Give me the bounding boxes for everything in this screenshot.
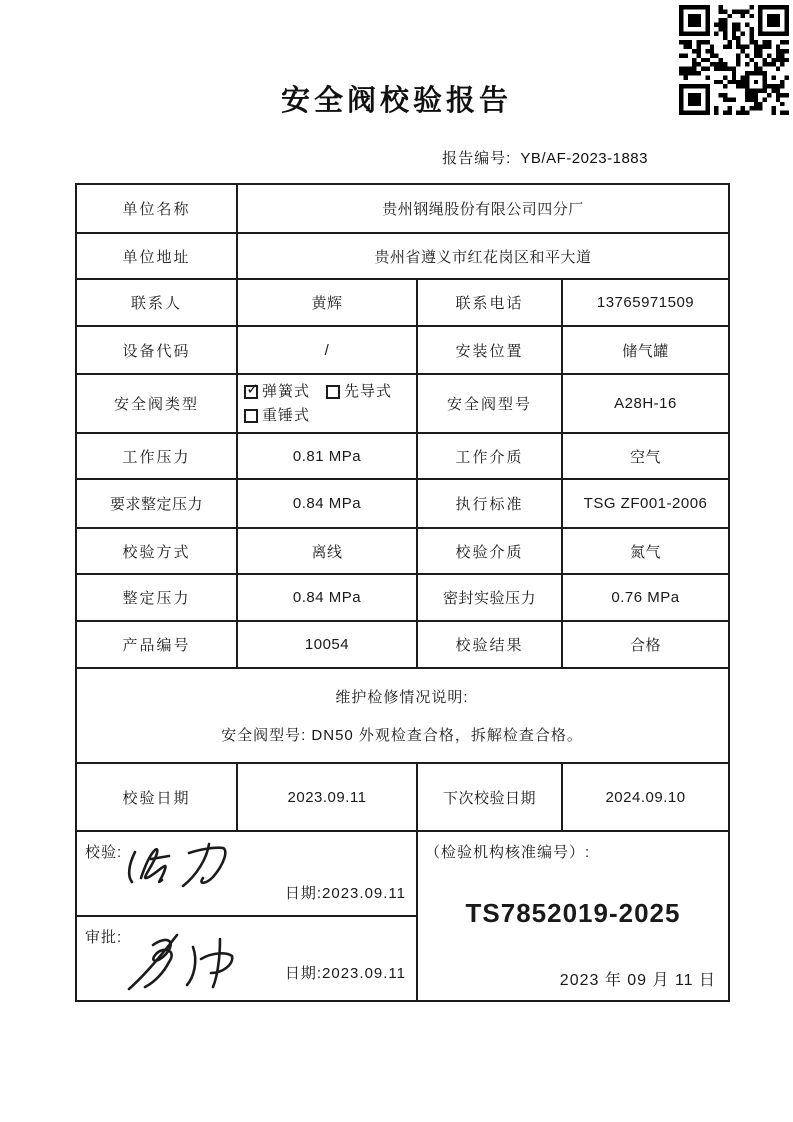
checkbox-spring bbox=[244, 380, 260, 399]
set-pressure-value: 0.84 MPa bbox=[237, 574, 417, 621]
agency-label: （检验机构核准编号）: bbox=[425, 844, 591, 861]
report-number-value: YB/AF-2023-1883 bbox=[520, 150, 648, 167]
working-pressure-label: 工作压力 bbox=[76, 433, 237, 479]
required-set-pressure-label: 要求整定压力 bbox=[76, 479, 237, 528]
row-required-set-pressure bbox=[76, 479, 729, 528]
row-verifier bbox=[76, 831, 729, 916]
valve-type-options bbox=[237, 374, 417, 433]
install-location-value: 储气罐 bbox=[562, 326, 729, 374]
verifier-date: 日期:2023.09.11 bbox=[284, 885, 406, 902]
result-value: 合格 bbox=[562, 621, 729, 668]
check-icon: ✓ bbox=[246, 380, 260, 398]
required-set-pressure-value: 0.84 MPa bbox=[237, 479, 417, 528]
device-code-label: 设备代码 bbox=[76, 326, 237, 374]
calibration-medium-value: 氮气 bbox=[562, 528, 729, 574]
unit-name-value: 贵州钢绳股份有限公司四分厂 bbox=[237, 184, 729, 233]
valve-model-value: A28H-16 bbox=[562, 374, 729, 433]
agency-number: TS7852019-2025 bbox=[465, 898, 681, 928]
seal-test-pressure-label: 密封实验压力 bbox=[417, 574, 562, 621]
checkbox-pilot bbox=[326, 385, 340, 399]
report-number bbox=[442, 147, 648, 168]
verifier-signature bbox=[123, 836, 243, 896]
report-table bbox=[75, 183, 730, 1002]
row-maintenance bbox=[76, 668, 729, 763]
valve-model-label: 安全阀型号 bbox=[417, 374, 562, 433]
row-valve-type bbox=[76, 374, 729, 433]
row-device-code bbox=[76, 326, 729, 374]
calibration-date-value: 2023.09.11 bbox=[237, 763, 417, 831]
row-set-pressure bbox=[76, 574, 729, 621]
standard-label: 执行标准 bbox=[417, 479, 562, 528]
unit-address-label: 单位地址 bbox=[76, 233, 237, 279]
contact-value: 黄辉 bbox=[237, 279, 417, 326]
valve-type-label: 安全阀类型 bbox=[76, 374, 237, 433]
seal-test-pressure-value: 0.76 MPa bbox=[562, 574, 729, 621]
maintenance-title: 维护检修情况说明: bbox=[335, 689, 469, 706]
page-title: 安全阀校验报告 bbox=[280, 83, 512, 117]
report-number-label: 报告编号: bbox=[442, 150, 512, 167]
row-unit-name bbox=[76, 184, 729, 233]
calibration-method-value: 离线 bbox=[237, 528, 417, 574]
row-calibration-date bbox=[76, 763, 729, 831]
calibration-method-label: 校验方式 bbox=[76, 528, 237, 574]
contact-label: 联系人 bbox=[76, 279, 237, 326]
next-date-label: 下次校验日期 bbox=[417, 763, 562, 831]
standard-value: TSG ZF001-2006 bbox=[562, 479, 729, 528]
verifier-label: 校验: bbox=[85, 844, 123, 861]
row-working-pressure bbox=[76, 433, 729, 479]
checkbox-weight-label: 重锤式 bbox=[262, 406, 311, 424]
approver-label: 审批: bbox=[85, 929, 123, 946]
agency-date: 2023 年 09 月 11 日 bbox=[559, 972, 717, 989]
phone-value: 13765971509 bbox=[562, 279, 729, 326]
product-no-label: 产品编号 bbox=[76, 621, 237, 668]
next-date-value: 2024.09.10 bbox=[562, 763, 729, 831]
agency-cell bbox=[417, 831, 729, 1001]
device-code-value: / bbox=[237, 326, 417, 374]
calibration-date-label: 校验日期 bbox=[76, 763, 237, 831]
phone-label: 联系电话 bbox=[417, 279, 562, 326]
working-medium-label: 工作介质 bbox=[417, 433, 562, 479]
row-calibration-method bbox=[76, 528, 729, 574]
maintenance-detail: 安全阀型号: DN50 外观检查合格，拆解检查合格。 bbox=[221, 727, 583, 744]
approver-signature bbox=[121, 929, 251, 995]
install-location-label: 安装位置 bbox=[417, 326, 562, 374]
set-pressure-label: 整定压力 bbox=[76, 574, 237, 621]
checkbox-spring-label: 弹簧式 bbox=[262, 382, 311, 400]
row-unit-address bbox=[76, 233, 729, 279]
product-no-value: 10054 bbox=[237, 621, 417, 668]
checkbox-weight bbox=[244, 409, 258, 423]
unit-name-label: 单位名称 bbox=[76, 184, 237, 233]
verifier-cell bbox=[76, 831, 417, 916]
row-contact bbox=[76, 279, 729, 326]
working-pressure-value: 0.81 MPa bbox=[237, 433, 417, 479]
unit-address-value: 贵州省遵义市红花岗区和平大道 bbox=[237, 233, 729, 279]
working-medium-value: 空气 bbox=[562, 433, 729, 479]
approver-cell bbox=[76, 916, 417, 1001]
row-product-no bbox=[76, 621, 729, 668]
maintenance-cell bbox=[76, 668, 729, 763]
calibration-medium-label: 校验介质 bbox=[417, 528, 562, 574]
approver-date: 日期:2023.09.11 bbox=[284, 965, 406, 982]
checkbox-pilot-label: 先导式 bbox=[344, 382, 393, 400]
result-label: 校验结果 bbox=[417, 621, 562, 668]
